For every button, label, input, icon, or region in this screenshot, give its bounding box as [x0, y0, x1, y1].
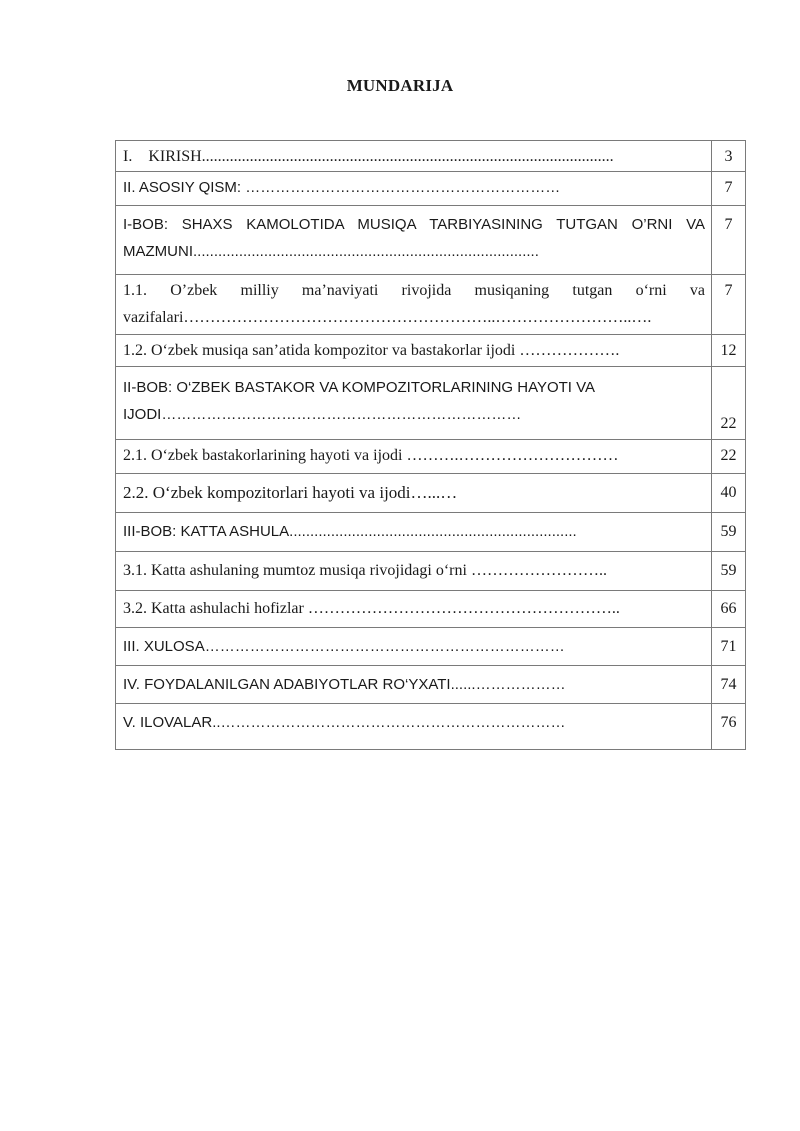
toc-entry-text: I-BOB: SHAXS KAMOLOTIDA MUSIQA TARBIYASINING TUTGAN O’RNI VA MAZMUNI...................................................................................: [123, 216, 705, 260]
toc-entry: [116, 704, 712, 750]
toc-entry-text: III. XULOSA………………………………………………………………: [123, 638, 565, 655]
toc-page-number: 7: [712, 275, 746, 335]
toc-page-number: 3: [712, 141, 746, 172]
toc-entry-text: V. ILOVALAR..……………………………………………………………: [123, 714, 566, 731]
toc-entry-text: 2.1. O‘zbek bastakorlarining hayoti va ijodi ……….…………………………: [123, 447, 619, 464]
toc-entry-text: III-BOB: KATTA ASHULA.....................................................................: [123, 523, 577, 540]
toc-entry-text: II. ASOSIY QISM: ………………………………………………………: [123, 179, 561, 196]
toc-entry-text: IV. FOYDALANILGAN ADABIYOTLAR RO‘YXATI......………………: [123, 676, 566, 693]
toc-entry: [116, 628, 712, 666]
toc-row: [116, 513, 746, 552]
toc-page-number: 7: [712, 172, 746, 206]
toc-row: [116, 704, 746, 750]
toc-page-number: 71: [712, 628, 746, 666]
toc-entry: [116, 275, 712, 335]
table-of-contents: [115, 140, 746, 750]
toc-entry: [116, 666, 712, 704]
toc-entry-text: 3.2. Katta ashulachi hofizlar …………………………………………………..: [123, 600, 620, 617]
toc-row: [116, 367, 746, 440]
toc-entry: [116, 335, 712, 367]
toc-row: [116, 141, 746, 172]
toc-row: [116, 206, 746, 275]
toc-row: [116, 440, 746, 474]
toc-entry: [116, 206, 712, 275]
toc-page-number: 22: [712, 440, 746, 474]
toc-entry-text: 3.1. Katta ashulaning mumtoz musiqa rivojidagi o‘rni ……………………..: [123, 562, 607, 579]
toc-entry-text: 1.1. O’zbek milliy ma’naviyati rivojida musiqaning tutgan o‘rni va vazifalari…………………………………………………..……………………..….: [123, 282, 705, 326]
toc-entry-text: I. KIRISH.......................................................................................................: [123, 148, 614, 165]
toc-page-number: 7: [712, 206, 746, 275]
toc-row: [116, 628, 746, 666]
toc-page-number: 22: [712, 367, 746, 440]
toc-page-number: 59: [712, 513, 746, 552]
toc-entry: [116, 474, 712, 513]
toc-entry-text: 2.2. O‘zbek kompozitorlari hayoti va ijodi…...…: [123, 483, 458, 502]
toc-entry-text: 1.2. O‘zbek musiqa san’atida kompozitor va bastakorlar ijodi ……………….: [123, 342, 620, 359]
toc-row: [116, 474, 746, 513]
toc-row: [116, 591, 746, 628]
toc-page-number: 66: [712, 591, 746, 628]
toc-row: [116, 666, 746, 704]
toc-page-number: 12: [712, 335, 746, 367]
toc-row: [116, 275, 746, 335]
toc-page-number: 76: [712, 704, 746, 750]
toc-entry: [116, 552, 712, 591]
toc-entry: [116, 440, 712, 474]
toc-entry-text: II-BOB: O‘ZBEK BASTAKOR VA KOMPOZITORLARINING HAYOTI VA IJODI………………………………………………………………: [123, 379, 595, 423]
toc-entry: [116, 367, 712, 440]
toc-entry: [116, 513, 712, 552]
toc-row: [116, 335, 746, 367]
toc-entry: [116, 141, 712, 172]
toc-entry: [116, 172, 712, 206]
toc-page-number: 40: [712, 474, 746, 513]
toc-entry: [116, 591, 712, 628]
toc-row: [116, 172, 746, 206]
toc-page-number: 74: [712, 666, 746, 704]
page-title: MUNDARIJA: [346, 76, 454, 95]
toc-row: [116, 552, 746, 591]
toc-page-number: 59: [712, 552, 746, 591]
